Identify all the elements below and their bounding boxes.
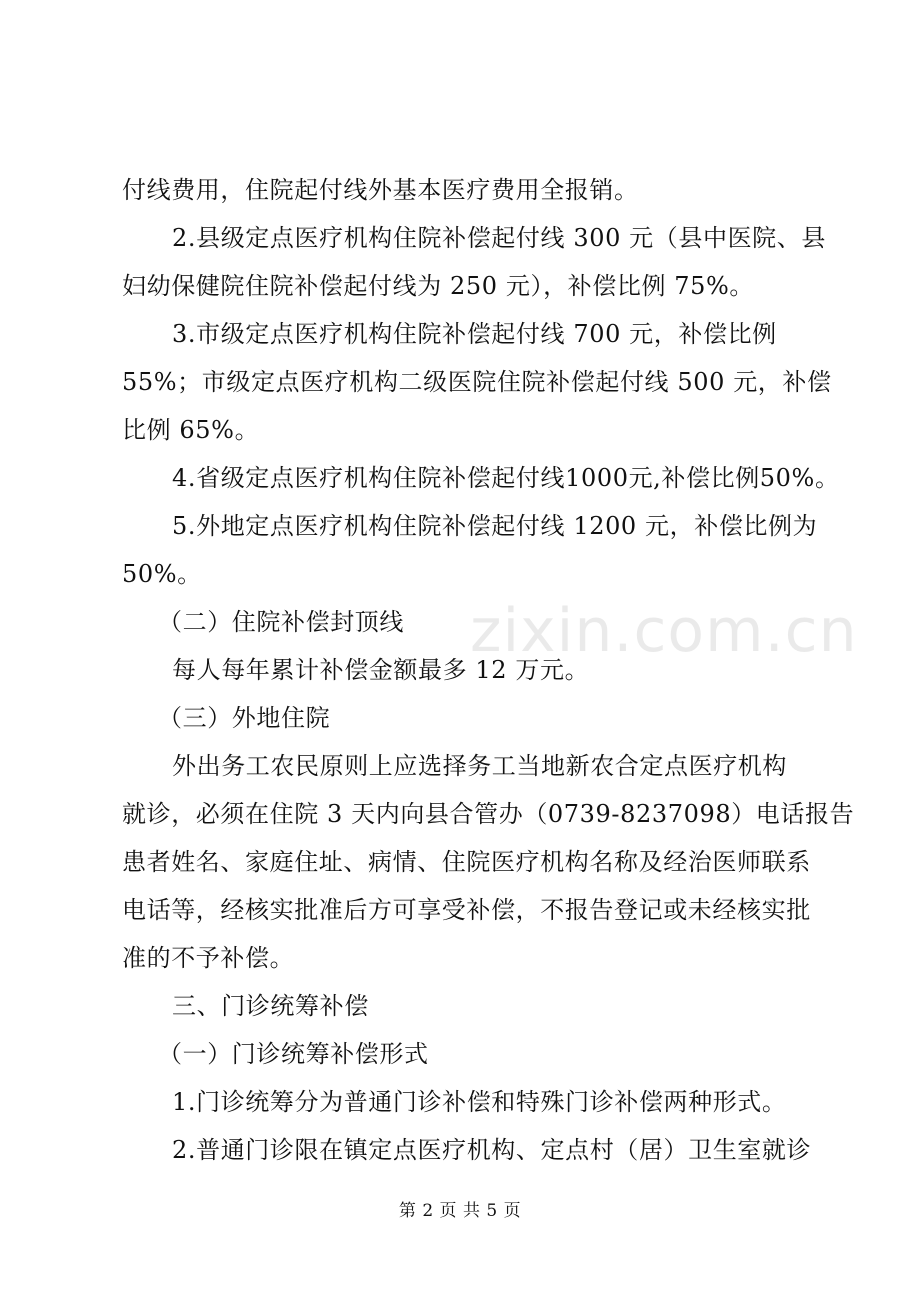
body-text-line: 患者姓名、家庭住址、病情、住院医疗机构名称及经治医师联系 bbox=[122, 848, 811, 876]
body-text-line: 电话等，经核实批准后方可享受补偿，不报告登记或未经核实批 bbox=[122, 896, 811, 924]
list-item-province-hospital: 4.省级定点医疗机构住院补偿起付线1000元,补偿比例50%。 bbox=[172, 464, 840, 492]
list-item-general-outpatient: 2.普通门诊限在镇定点医疗机构、定点村（居）卫生室就诊 bbox=[172, 1136, 812, 1164]
list-item-outpatient-types: 1.门诊统筹分为普通门诊补偿和特殊门诊补偿两种形式。 bbox=[172, 1088, 787, 1116]
watermark-text: zixin.com.cn bbox=[470, 596, 858, 666]
section-heading-outside-hospitalization: （三）外地住院 bbox=[158, 704, 331, 732]
body-text-line: 准的不予补偿。 bbox=[122, 944, 295, 972]
section-heading-outpatient-form: （一）门诊统筹补偿形式 bbox=[158, 1040, 429, 1068]
list-item-outside-hospital: 5.外地定点医疗机构住院补偿起付线 1200 元，补偿比例为 bbox=[172, 512, 818, 540]
list-item-city-hospital: 3.市级定点医疗机构住院补偿起付线 700 元，补偿比例 bbox=[172, 320, 777, 348]
section-heading-outpatient: 三、门诊统筹补偿 bbox=[172, 992, 369, 1020]
section-heading-cap: （二）住院补偿封顶线 bbox=[158, 608, 404, 636]
body-text-line: 妇幼保健院住院补偿起付线为 250 元），补偿比例 75%。 bbox=[122, 272, 755, 300]
body-text-line: 每人每年累计补偿金额最多 12 万元。 bbox=[172, 656, 590, 684]
page-footer: 第 2 页 共 5 页 bbox=[398, 1201, 522, 1221]
body-text-line: 外出务工农民原则上应选择务工当地新农合定点医疗机构 bbox=[172, 752, 787, 780]
body-text-line: 55%；市级定点医疗机构二级医院住院补偿起付线 500 元，补偿 bbox=[122, 368, 832, 396]
body-text-line: 付线费用，住院起付线外基本医疗费用全报销。 bbox=[122, 176, 639, 204]
body-text-line: 就诊，必须在住院 3 天内向县合管办（0739-8237098）电话报告 bbox=[122, 800, 855, 828]
body-text-line: 50%。 bbox=[122, 560, 202, 588]
list-item-county-hospital: 2.县级定点医疗机构住院补偿起付线 300 元（县中医院、县 bbox=[172, 224, 826, 252]
body-text-line: 比例 65%。 bbox=[122, 416, 260, 444]
